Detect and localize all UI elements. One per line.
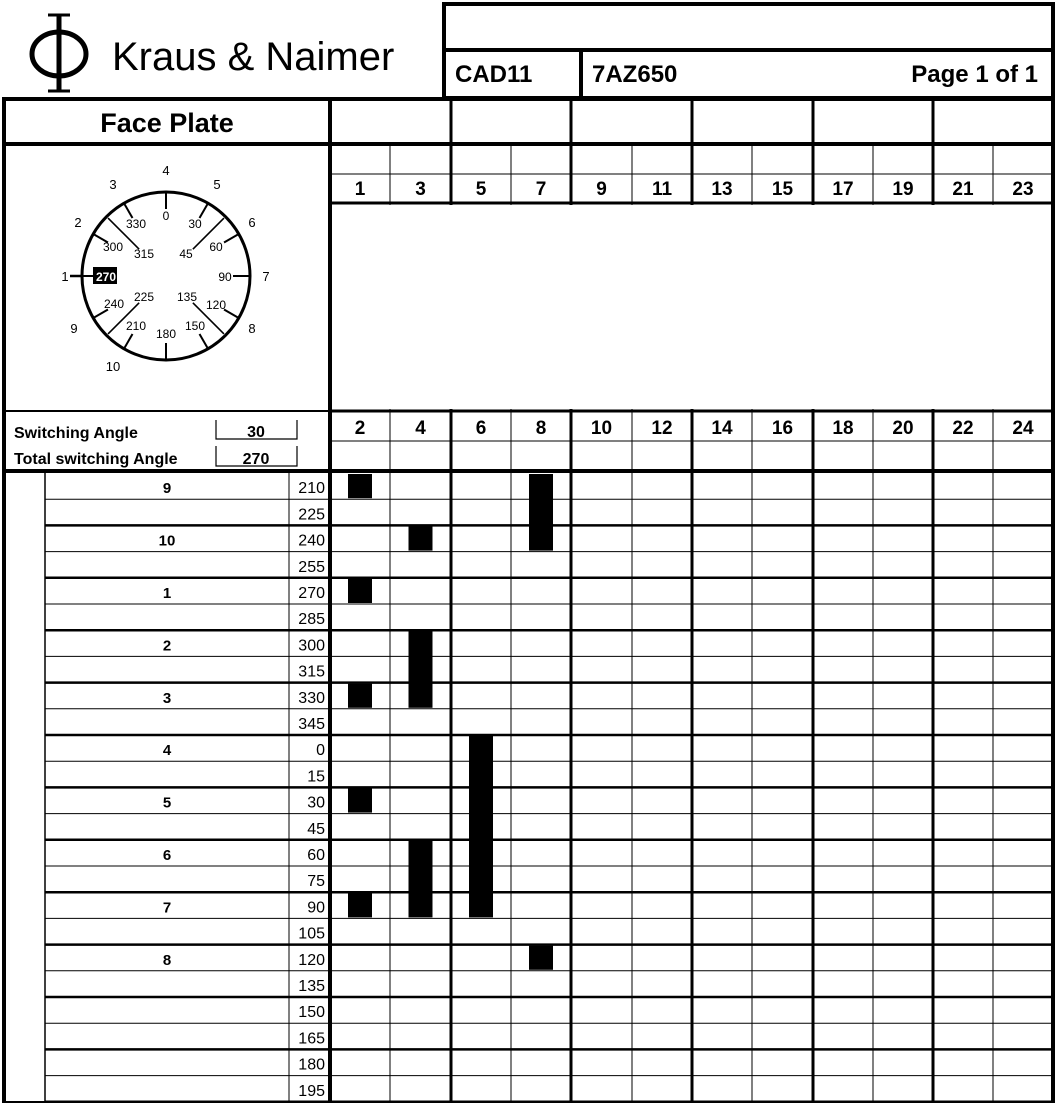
row-angle-label: 165 xyxy=(298,1030,325,1048)
contact-bar-1-2 xyxy=(348,788,372,812)
dial-angle-label: 315 xyxy=(133,247,155,261)
dial-angle-label: 300 xyxy=(102,240,124,254)
row-angle-label: 240 xyxy=(298,532,325,550)
dial-position-label: 5 xyxy=(213,177,221,192)
dial-angle-label: 120 xyxy=(205,298,227,312)
terminal-bottom-label: 12 xyxy=(651,418,673,439)
terminal-top-label: 15 xyxy=(771,179,794,200)
terminal-bottom-label: 2 xyxy=(354,418,366,439)
row-angle-label: 210 xyxy=(298,480,325,498)
row-position-label: 6 xyxy=(162,847,172,864)
terminal-bottom-label: 22 xyxy=(952,418,974,439)
terminal-top-label: 9 xyxy=(596,179,607,200)
dial-tick xyxy=(224,234,239,243)
row-position-label: 3 xyxy=(162,689,172,707)
switching-angle-label: Switching Angle xyxy=(14,425,138,442)
dial-angle-label: 90 xyxy=(218,270,232,284)
terminal-bottom-label: 8 xyxy=(535,418,547,439)
dial-tick xyxy=(200,334,209,349)
dial-angle-label: 240 xyxy=(103,297,125,311)
dial-tick xyxy=(124,334,133,349)
row-angle-label: 315 xyxy=(298,663,325,681)
terminal-bottom-label: 10 xyxy=(590,418,613,439)
terminal-bottom-label: 16 xyxy=(771,418,794,439)
terminal-top-label: 19 xyxy=(892,179,914,200)
terminal-top-label: 1 xyxy=(354,179,366,200)
contact-bar-1-2 xyxy=(348,684,372,708)
contact-bar-3-4 xyxy=(409,841,433,918)
row-angle-label: 105 xyxy=(298,925,325,943)
terminal-top-label: 7 xyxy=(535,179,547,200)
terminal-top-label: 5 xyxy=(475,179,487,200)
row-angle-label: 300 xyxy=(298,637,325,655)
dial-angle-label: 60 xyxy=(209,240,223,254)
row-angle-label: 75 xyxy=(307,873,325,891)
dial-angle-label: 0 xyxy=(162,209,170,223)
dial-position-label: 1 xyxy=(61,269,69,284)
dial-angle-label: 270 xyxy=(95,270,117,284)
terminal-bottom-label: 14 xyxy=(711,418,733,439)
contact-bar-5-6 xyxy=(469,736,493,917)
switching-settings xyxy=(14,420,297,468)
dial-tick xyxy=(200,203,209,218)
switching-table-rows xyxy=(159,480,325,1100)
row-angle-label: 0 xyxy=(316,742,325,760)
dial-position-label: 9 xyxy=(70,321,78,336)
total-switching-angle-value: 270 xyxy=(242,451,270,468)
contact-bar-1-2 xyxy=(348,579,372,603)
row-position-label: 2 xyxy=(162,637,172,655)
row-position-label: 8 xyxy=(162,951,172,969)
dial-angle-label: 225 xyxy=(133,290,155,304)
row-angle-label: 180 xyxy=(298,1056,325,1074)
dial-angle-label: 135 xyxy=(176,290,198,304)
dial-position-label: 6 xyxy=(248,215,256,230)
contact-bar-3-4 xyxy=(409,526,433,550)
dial-angle-label: 45 xyxy=(179,247,193,261)
brand-name: Kraus & Naimer xyxy=(112,35,395,79)
row-angle-label: 15 xyxy=(307,768,325,786)
symbol-area xyxy=(332,205,1051,409)
dial-position-label: 4 xyxy=(162,163,170,178)
part-number: 7AZ650 xyxy=(592,61,678,88)
terminal-top-label: 21 xyxy=(952,179,974,200)
row-angle-label: 30 xyxy=(307,794,325,812)
dial-angle-label: 330 xyxy=(125,217,147,231)
contact-bar-7-8 xyxy=(529,474,553,551)
dial-tick xyxy=(224,310,239,319)
row-angle-label: 120 xyxy=(298,951,325,969)
dial-position-label: 7 xyxy=(262,269,270,284)
kraus-naimer-logo xyxy=(32,14,86,92)
row-angle-label: 150 xyxy=(298,1004,325,1022)
header xyxy=(32,4,1053,98)
row-position-label: 1 xyxy=(162,585,172,602)
terminal-bottom-label: 4 xyxy=(415,418,426,439)
dial-angle-label: 210 xyxy=(125,319,147,333)
dial-position-label: 3 xyxy=(109,177,117,192)
face-plate-title: Face Plate xyxy=(100,108,234,138)
row-position-label: 10 xyxy=(158,532,176,550)
row-position-label: 9 xyxy=(162,480,172,498)
dial-position-label: 10 xyxy=(105,359,121,374)
terminal-bottom-label: 20 xyxy=(892,418,914,439)
row-position-label: 5 xyxy=(162,794,172,812)
contact-bar-3-4 xyxy=(409,631,433,708)
dial-position-label: 8 xyxy=(248,321,256,336)
terminal-top-label: 3 xyxy=(415,179,426,200)
row-angle-label: 90 xyxy=(307,899,325,917)
terminal-top-label: 23 xyxy=(1012,179,1034,200)
row-angle-label: 225 xyxy=(298,506,325,524)
terminal-bottom-label: 6 xyxy=(475,418,487,439)
row-angle-label: 345 xyxy=(298,716,325,733)
model-code: CAD11 xyxy=(455,61,533,88)
contact-bar-7-8 xyxy=(529,946,553,970)
row-angle-label: 45 xyxy=(307,820,325,838)
row-angle-label: 60 xyxy=(307,847,325,864)
terminal-top-label: 13 xyxy=(711,179,733,200)
terminal-top-label: 11 xyxy=(651,179,673,200)
row-angle-label: 330 xyxy=(298,689,325,707)
dial-angle-label: 30 xyxy=(188,217,202,231)
row-angle-label: 195 xyxy=(298,1082,325,1100)
page-indicator: Page 1 of 1 xyxy=(911,61,1038,88)
dial-position-label: 2 xyxy=(74,215,82,230)
row-angle-label: 135 xyxy=(298,978,325,995)
dial-angle-label: 180 xyxy=(155,327,177,341)
row-position-label: 7 xyxy=(162,899,172,917)
dial-angle-label: 150 xyxy=(184,319,206,333)
terminal-bottom-label: 24 xyxy=(1012,418,1034,439)
contact-bar-1-2 xyxy=(348,893,372,917)
terminal-bottom-label: 18 xyxy=(832,418,854,439)
contact-bar-1-2 xyxy=(348,474,372,498)
row-angle-label: 285 xyxy=(298,611,325,629)
switching-angle-value: 30 xyxy=(247,424,265,441)
row-angle-label: 270 xyxy=(298,585,325,602)
dial-tick xyxy=(124,203,133,218)
terminal-top-label: 17 xyxy=(832,179,854,200)
total-switching-angle-label: Total switching Angle xyxy=(14,451,178,468)
face-plate-dial xyxy=(61,163,269,374)
row-angle-label: 255 xyxy=(298,558,325,576)
row-position-label: 4 xyxy=(162,742,172,760)
